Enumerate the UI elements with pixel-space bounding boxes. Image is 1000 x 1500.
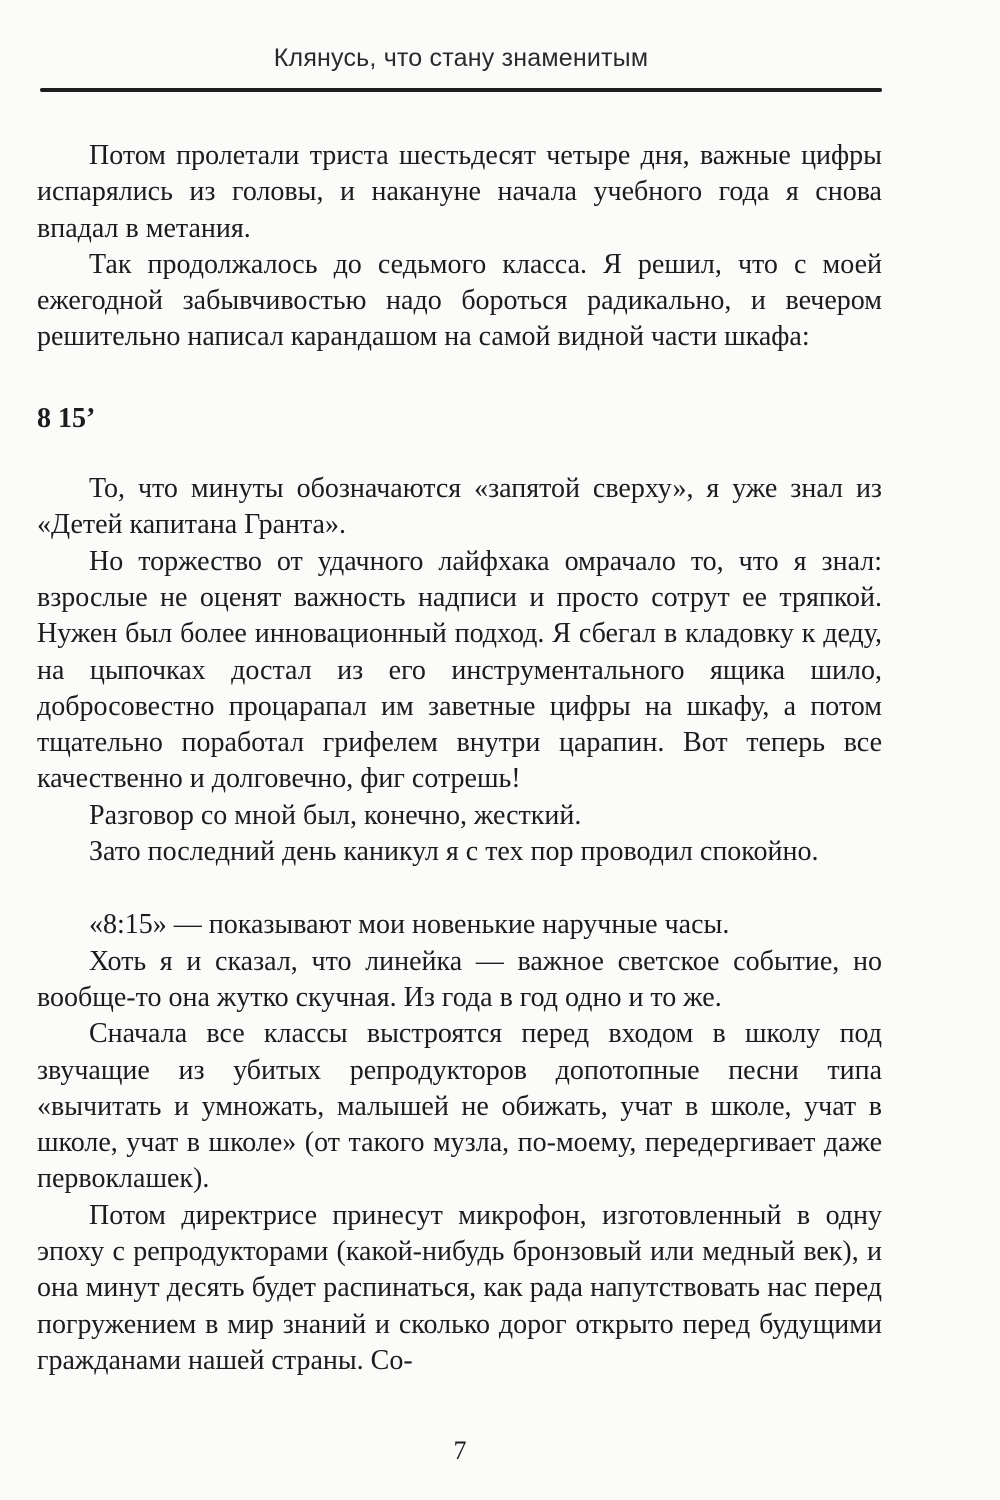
running-title: Клянусь, что стану знаменитым	[273, 44, 649, 72]
paragraph: Потом пролетали триста шестьдесят четыре дня, важные цифры испарялись из головы, и накануне начала учебного года я снова впадал в метания.	[37, 140, 882, 244]
paragraph: Зато последний день каникул я с тех пор проводил спокойно.	[89, 836, 819, 868]
paragraph: Но торжество от удачного лайфхака омрачало то, что я знал: взрослые не оценят важность надписи и просто сотрут ее тряпкой. Нужен был более инновационный подход. Я сбегал в кладовку к деду, на цыпочках достал из его инструментального ящика шило, добросовестно процарапал им заветные цифры на шкафу, а потом тщательно поработал грифелем внутри царапин. Вот теперь все качественно и долговечно, фиг сотрешь!	[37, 545, 882, 795]
paragraph: «8:15» — показывают мои новенькие наручные часы.	[89, 909, 730, 941]
paragraph: Так продолжалось до седьмого класса. Я решил, что с моей ежегодной забывчивостью надо бороться радикально, и вечером решительно написал карандашом на самой видной части шкафа:	[37, 248, 882, 353]
page-number: 7	[453, 1436, 467, 1465]
header-rule	[40, 88, 882, 92]
paragraph: Сначала все классы выстроятся перед входом в школу под звучащие из убитых репродукторов допотопные песни типа «вычитать и умножать, малышей не обижать, учат в школе, учат в школе, учат в школе» (от такого музла, по-моему, передергивает даже первоклашек).	[37, 1018, 882, 1195]
written-time: 8 15’	[37, 402, 96, 434]
paragraph: Потом директрисе принесут микрофон, изготовленный в одну эпоху с репродукторами (какой-нибудь бронзовый или медный век), и она минут десять будет распинаться, как рада напутствовать нас перед погружением в мир знаний и сколько дорог открыто перед будущими гражданами нашей страны. Со-	[37, 1199, 882, 1376]
paragraph: Хоть я и сказал, что линейка — важное светское событие, но вообще-то она жутко скучная. Из года в год одно и то же.	[37, 945, 882, 1013]
paragraph: Разговор со мной был, конечно, жесткий.	[89, 799, 582, 831]
paragraph: То, что минуты обозначаются «запятой сверху», я уже знал из «Детей капитана Гранта».	[37, 473, 882, 541]
body-text	[37, 138, 882, 1379]
